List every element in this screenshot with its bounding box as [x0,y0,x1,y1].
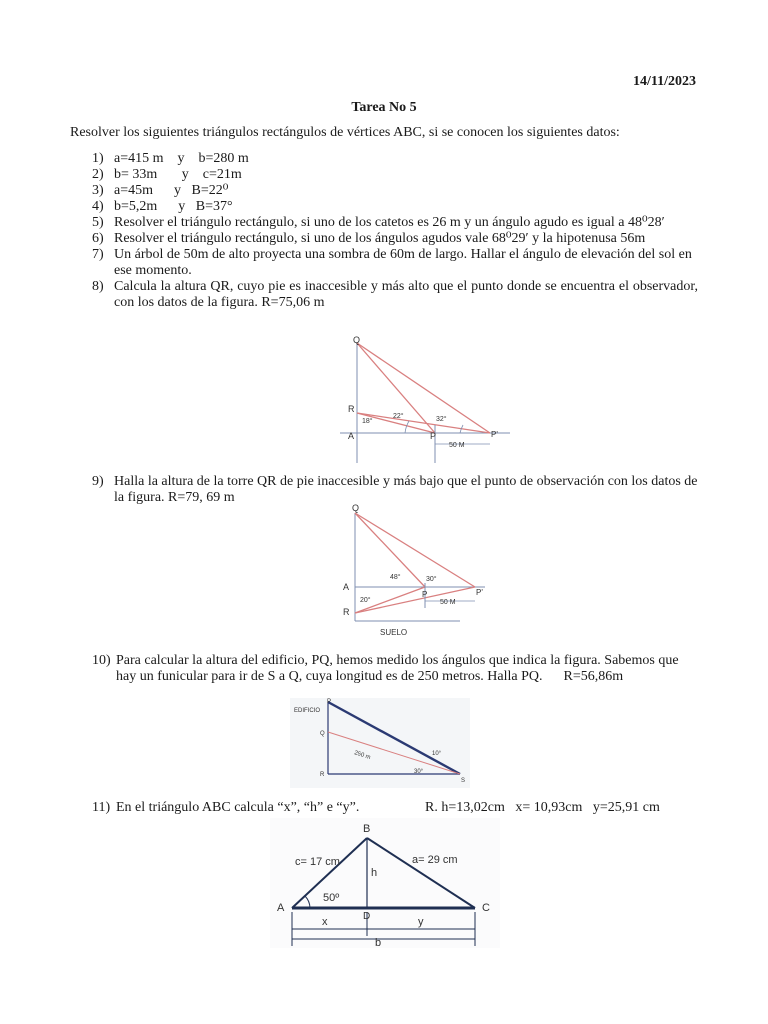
list-item: 2) b= 33m y c=21m [92,167,242,182]
label-a-vertex: A [277,902,285,914]
intro-text: Resolver los siguientes triángulos rectángulos de vértices ABC, si se conocen los siguientes datos: [70,125,620,140]
building-label: EDIFICIO [294,708,321,714]
figure-11 [270,818,500,948]
label-p: P [422,590,428,599]
angle-label: 30° [414,769,424,775]
label-r: R [320,772,325,778]
answer-text: R. h=13,02cm x= 10,93cm y=25,91 cm [425,800,660,815]
angle-label: 50º [323,892,340,904]
angle-label: 48° [390,574,401,581]
length-label: 250 m [353,750,372,762]
angle-label: 32° [436,416,447,423]
label-p-prime: P' [491,430,498,439]
side-c-label: c= 17 cm [295,856,340,868]
angle-label: 20° [360,597,371,604]
x-label: x [322,916,328,928]
page-title: Tarea No 5 [351,100,417,115]
figure-8 [335,333,515,468]
angle-arc [405,421,409,433]
list-item: 7) Un árbol de 50m de alto proyecta una sombra de 60m de largo. Hallar el ángulo de elevación del sol en ese momento. [92,247,692,278]
list-item: 11) En el triángulo ABC calcula “x”, “h” e “y”. [92,800,360,815]
distance-label: 50 M [449,442,465,449]
label-p: P [430,431,437,441]
label-q: Q [353,335,361,345]
date: 14/11/2023 [632,74,696,89]
label-d: D [363,911,371,922]
label-a: A [343,582,350,592]
label-c-vertex: C [482,902,490,914]
height-label: h [371,867,378,879]
label-b-vertex: B [363,823,371,835]
list-item: 1) a=415 m y b=280 m [92,151,249,166]
list-item: 3) a=45m y B=22⁰ [92,183,229,198]
label-s: S [461,778,466,784]
figure-10 [290,698,470,788]
exercise-list [92,474,698,506]
label-r: R [348,404,355,414]
angle-label: 18° [362,418,373,425]
b-label: b [375,937,382,948]
angle-label: 30° [426,576,437,583]
list-item: 8) Calcula la altura QR, cuyo pie es inaccesible y más alto que el punto donde se encuentra el observador, con los datos de la figura. R=75,06 m [92,279,698,310]
list-item: 10) Para calcular la altura del edificio, PQ, hemos medido los ángulos que indica la figura. Sabemos que hay un funicular para ir de S a Q, cuya longitud es de 250 metros. Halla PQ. R=56,86m [92,653,683,684]
label-r: R [343,607,350,617]
label-a: A [348,431,355,441]
label-q: Q [320,731,325,737]
exercise-list [92,151,698,311]
figure-9 [340,503,500,643]
list-item: 5) Resolver el triángulo rectángulo, si uno de los catetos es 26 m y un ángulo agudo es igual a 48⁰28′ [92,215,665,230]
side-a-label: a= 29 cm [412,854,458,866]
list-item: 6) Resolver el triángulo rectángulo, si uno de los ángulos agudos vale 68⁰29′ y la hipotenusa 56m [92,231,646,246]
angle-label: 22° [393,413,404,420]
label-p: P [327,699,332,705]
label-q: Q [352,503,360,513]
exercise-list [92,653,698,685]
y-label: y [418,916,424,928]
ground-label: SUELO [380,628,408,637]
label-p-prime: P' [476,588,483,597]
distance-label: 50 M [440,599,456,606]
list-item: 4) b=5,2m y B=37° [92,199,233,214]
list-item: 9) Halla la altura de la torre QR de pie inaccesible y más bajo que el punto de observación con los datos de la figura. R=79, 69 m [92,474,698,505]
angle-label: 10° [432,751,442,757]
